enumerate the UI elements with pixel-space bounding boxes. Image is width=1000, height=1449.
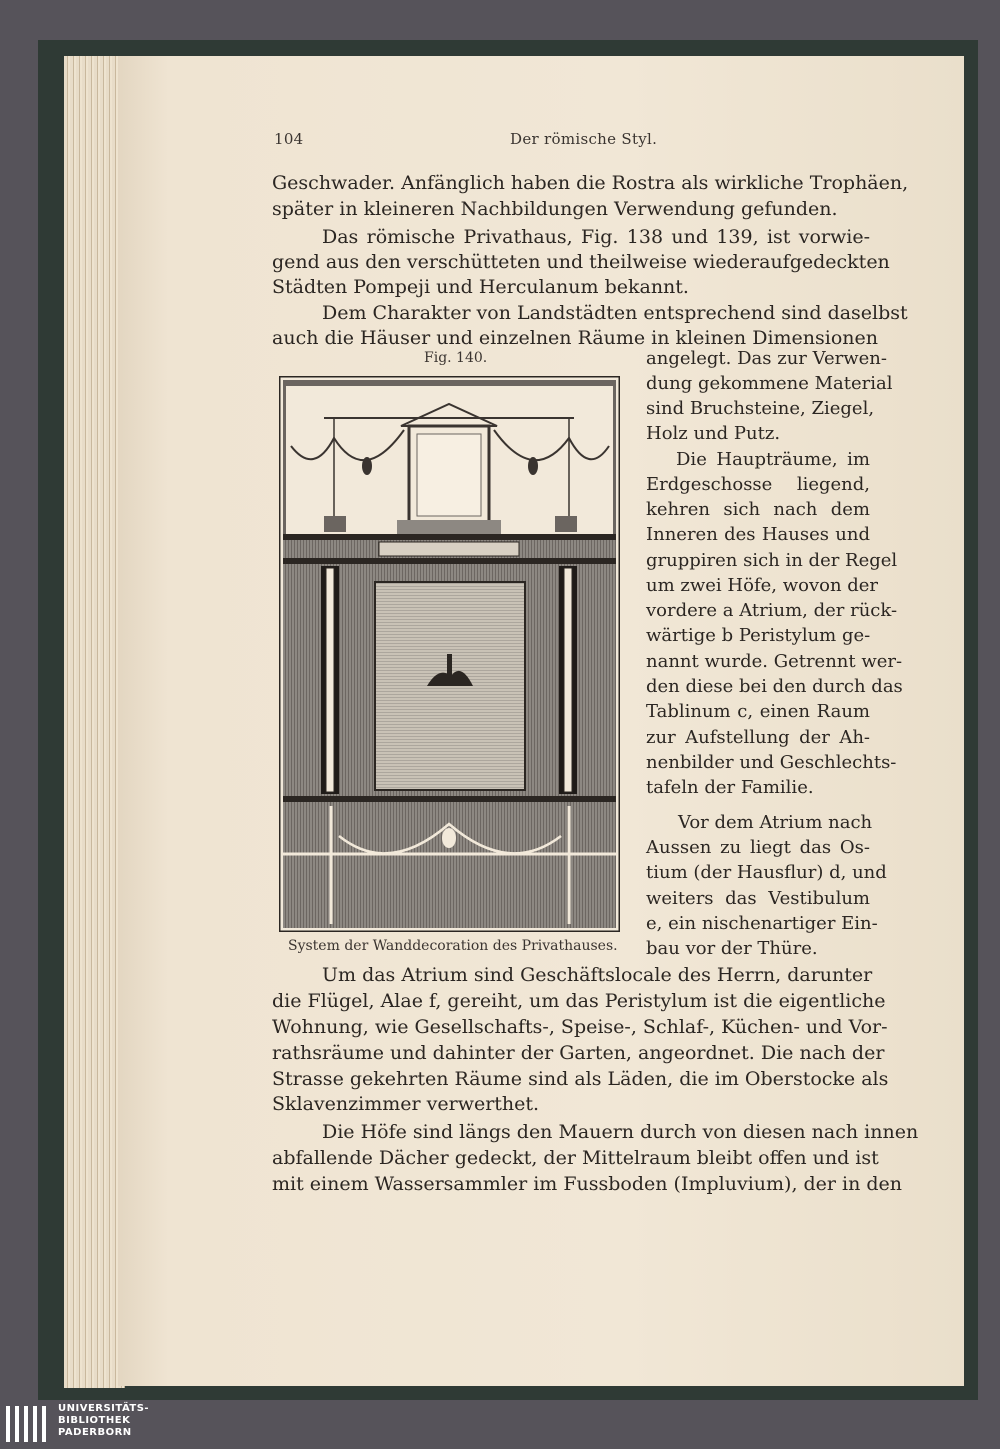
library-name-line: UNIVERSITÄTS-: [58, 1403, 150, 1414]
body-line: Dem Charakter von Landstädten entsprechend sind daselbst: [322, 302, 908, 324]
body-line: mit einem Wassersammler im Fussboden (Impluvium), der in den: [272, 1173, 903, 1195]
column-line: nenbilder und Geschlechts-: [646, 752, 897, 773]
column-line: tafeln der Familie.: [646, 777, 814, 798]
column-line: Vor dem Atrium nach: [678, 812, 873, 833]
library-logo: [0, 1400, 1000, 1449]
body-line: rathsräume und dahinter der Garten, angeordnet. Die nach der: [272, 1042, 885, 1064]
body-line: Strasse gekehrten Räume sind als Läden, die im Oberstocke als: [272, 1068, 889, 1090]
column-line: sind Bruchsteine, Ziegel,: [646, 398, 875, 419]
column-line: Erdgeschosse liegend,: [646, 474, 870, 495]
body-line: Das römische Privathaus, Fig. 138 und 139, ist vorwie-: [322, 226, 870, 248]
body-line: Wohnung, wie Gesellschafts-, Speise-, Schlaf-, Küchen- und Vor-: [272, 1016, 888, 1038]
figure-caption: System der Wanddecoration des Privathauses.: [288, 938, 618, 954]
column-line: um zwei Höfe, wovon der: [646, 575, 879, 596]
column-line: Holz und Putz.: [646, 423, 781, 444]
page-edges: [64, 56, 125, 1388]
running-head: Der römische Styl.: [510, 130, 658, 148]
column-line: e, ein nischenartiger Ein-: [646, 913, 878, 934]
body-line: die Flügel, Alae f, gereiht, um das Peristylum ist die eigentliche: [272, 990, 886, 1012]
column-line: dung gekommene Material: [646, 373, 893, 394]
column-line: Die Haupträume, im: [676, 449, 870, 470]
book-cover-bottom: [38, 1386, 978, 1400]
column-line: angelegt. Das zur Verwen-: [646, 348, 887, 369]
body-line: Geschwader. Anfänglich haben die Rostra als wirkliche Trophäen,: [272, 172, 909, 194]
body-line: abfallende Dächer gedeckt, der Mittelraum bleibt offen und ist: [272, 1147, 879, 1169]
body-line: später in kleineren Nachbildungen Verwendung gefunden.: [272, 198, 838, 220]
column-line: bau vor der Thüre.: [646, 938, 818, 959]
library-name-line: BIBLIOTHEK: [58, 1415, 131, 1426]
column-line: zur Aufstellung der Ah-: [646, 727, 870, 748]
page-number: 104: [274, 130, 304, 148]
body-line: gend aus den verschütteten und theilweise wiederaufgedeckten: [272, 251, 890, 273]
column-line: Tablinum c, einen Raum: [646, 701, 870, 722]
column-line: Aussen zu liegt das Os-: [646, 837, 870, 858]
body-line: Die Höfe sind längs den Mauern durch von diesen nach innen: [322, 1121, 919, 1143]
column-line: gruppiren sich in der Regel: [646, 550, 898, 571]
column-line: Inneren des Hauses und: [646, 524, 870, 545]
book-page: [118, 56, 964, 1386]
column-line: wärtige b Peristylum ge-: [646, 625, 871, 646]
column-line: weiters das Vestibulum: [646, 888, 870, 909]
column-line: vordere a Atrium, der rück-: [646, 600, 898, 621]
library-logo-icon: [6, 1402, 50, 1446]
body-line: auch die Häuser und einzelnen Räume in kleinen Dimensionen: [272, 327, 878, 349]
library-name-line: PADERBORN: [58, 1427, 132, 1438]
body-line: Städten Pompeji und Herculanum bekannt.: [272, 276, 689, 298]
body-line: Um das Atrium sind Geschäftslocale des Herrn, darunter: [322, 964, 873, 986]
column-line: nannt wurde. Getrennt wer-: [646, 651, 903, 672]
column-line: tium (der Hausflur) d, und: [646, 862, 887, 883]
book-cover-right: [962, 40, 978, 1400]
body-line: Sklavenzimmer verwerthet.: [272, 1093, 540, 1115]
column-line: kehren sich nach dem: [646, 499, 870, 520]
column-line: den diese bei den durch das: [646, 676, 903, 697]
figure-label: Fig. 140.: [424, 350, 488, 366]
wall-decoration-figure: [279, 376, 620, 932]
